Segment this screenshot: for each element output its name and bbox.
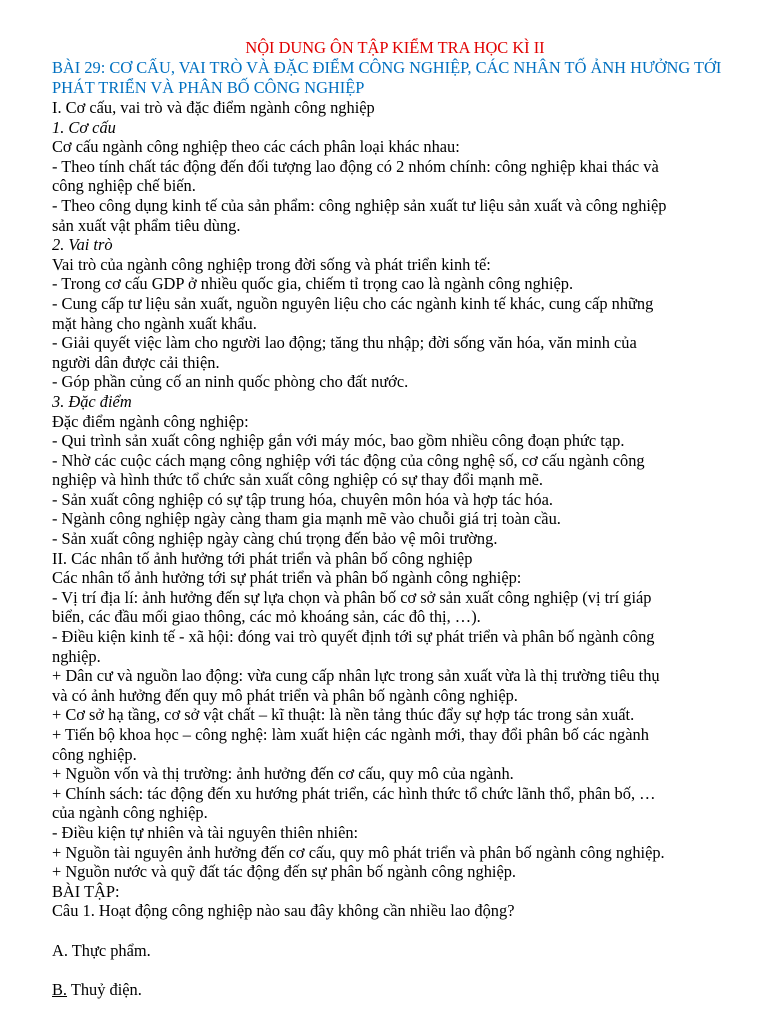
- answer-text: Thuỷ điện.: [67, 979, 142, 999]
- text-line: + Chính sách: tác động đến xu hướng phát triển, các hình thức tổ chức lãnh thổ, phân bố, …: [52, 783, 656, 803]
- text-line: - Qui trình sản xuất công nghiệp gắn với máy móc, bao gồm nhiều công đoạn phức tạp.: [52, 431, 625, 451]
- text-line: 2. Vai trò: [52, 235, 113, 255]
- text-line: biển, các đầu mối giao thông, các mỏ khoáng sản, các đô thị, …).: [52, 607, 481, 627]
- text-line: + Dân cư và nguồn lao động: vừa cung cấp nhân lực trong sản xuất vừa là thị trường tiêu thụ: [52, 666, 660, 686]
- text-line: Vai trò của ngành công nghiệp trong đời sống và phát triển kinh tế:: [52, 254, 491, 274]
- document-body: [52, 98, 738, 921]
- text-line: - Nhờ các cuộc cách mạng công nghiệp với tác động của công nghệ số, cơ cấu ngành công: [52, 450, 645, 470]
- text-line: nghiệp và hình thức tổ chức sản xuất công nghiệp có sự thay đổi mạnh mẽ.: [52, 470, 543, 490]
- text-line: - Trong cơ cấu GDP ở nhiều quốc gia, chiếm tỉ trọng cao là ngành công nghiệp.: [52, 274, 574, 294]
- text-line: 1. Cơ cấu: [52, 117, 116, 137]
- text-line: công nghiệp.: [52, 744, 137, 764]
- text-line: - Theo công dụng kinh tế của sản phẩm: công nghiệp sản xuất tư liệu sản xuất và công nghiệp: [52, 195, 667, 215]
- text-line: - Vị trí địa lí: ảnh hưởng đến sự lựa chọn và phân bố cơ sở sản xuất công nghiệp (vị trí giáp: [52, 587, 652, 607]
- text-line: của ngành công nghiệp.: [52, 803, 208, 823]
- text-line: + Tiến bộ khoa học – công nghệ: làm xuất hiện các ngành mới, thay đổi phân bố các ngành: [52, 725, 649, 744]
- text-line: công nghiệp chế biến.: [52, 176, 196, 196]
- answer-options: [52, 941, 738, 1000]
- text-line: - Cung cấp tư liệu sản xuất, nguồn nguyên liệu cho các ngành kinh tế khác, cung cấp những: [52, 293, 654, 313]
- text-line: - Sản xuất công nghiệp có sự tập trung hóa, chuyên môn hóa và hợp tác hóa.: [52, 489, 553, 509]
- text-line: + Cơ sở hạ tầng, cơ sở vật chất – kĩ thuật: là nền tảng thúc đẩy sự hợp tác trong sản xuất.: [52, 705, 635, 725]
- answer-letter: A.: [52, 940, 68, 960]
- answer-letter: B.: [52, 979, 68, 999]
- text-line: + Nguồn tài nguyên ảnh hưởng đến cơ cấu, quy mô phát triển và phân bố ngành công nghiệp.: [52, 842, 665, 862]
- text-line: BÀI TẬP:: [52, 881, 120, 901]
- text-line: người dân được cải thiện.: [52, 352, 220, 372]
- answer-text: Thực phẩm.: [67, 940, 151, 960]
- text-line: + Nguồn nước và quỹ đất tác động đến sự phân bố ngành công nghiệp.: [52, 862, 517, 882]
- text-line: - Ngành công nghiệp ngày càng tham gia mạnh mẽ vào chuỗi giá trị toàn cầu.: [52, 509, 561, 529]
- text-line: Đặc điểm ngành công nghiệp:: [52, 411, 249, 431]
- answer-option: [52, 980, 738, 1000]
- text-line: I. Cơ cấu, vai trò và đặc điểm ngành công nghiệp: [52, 98, 375, 117]
- text-line: Cơ cấu ngành công nghiệp theo các cách phân loại khác nhau:: [52, 137, 460, 157]
- text-line: mặt hàng cho ngành xuất khẩu.: [52, 313, 257, 333]
- lesson-title: BÀI 29: CƠ CẤU, VAI TRÒ VÀ ĐẶC ĐIỂM CÔNG NGHIỆP, CÁC NHÂN TỐ ẢNH HƯỞNG TỚI PHÁT TRIỂN VÀ PHÂN BỐ CÔNG NGHIỆP: [52, 58, 722, 97]
- text-line: 3. Đặc điểm: [52, 391, 132, 411]
- text-line: - Sản xuất công nghiệp ngày càng chú trọng đến bảo vệ môi trường.: [52, 529, 498, 549]
- text-line: - Điều kiện tự nhiên và tài nguyên thiên nhiên:: [52, 822, 359, 842]
- text-line: - Giải quyết việc làm cho người lao động; tăng thu nhập; đời sống văn hóa, văn minh của: [52, 333, 637, 353]
- text-line: + Nguồn vốn và thị trường: ảnh hưởng đến cơ cấu, quy mô của ngành.: [52, 764, 514, 784]
- answer-option: [52, 941, 738, 961]
- text-line: - Góp phần củng cố an ninh quốc phòng cho đất nước.: [52, 372, 409, 392]
- text-line: Câu 1. Hoạt động công nghiệp nào sau đây không cần nhiều lao động?: [52, 901, 515, 921]
- text-line: - Điều kiện kinh tế - xã hội: đóng vai trò quyết định tới sự phát triển và phân bố ngành công: [52, 627, 655, 647]
- text-line: II. Các nhân tố ảnh hưởng tới phát triển và phân bố công nghiệp: [52, 548, 473, 568]
- text-line: - Theo tính chất tác động đến đối tượng lao động có 2 nhóm chính: công nghiệp khai thác và: [52, 156, 659, 176]
- text-line: và có ảnh hưởng đến quy mô phát triển và phân bố ngành công nghiệp.: [52, 685, 518, 705]
- text-line: Các nhân tố ảnh hưởng tới sự phát triển và phân bố ngành công nghiệp:: [52, 568, 522, 588]
- text-line: nghiệp.: [52, 646, 101, 666]
- text-line: sản xuất vật phẩm tiêu dùng.: [52, 215, 241, 235]
- document-title: NỘI DUNG ÔN TẬP KIỂM TRA HỌC KÌ II: [245, 38, 545, 57]
